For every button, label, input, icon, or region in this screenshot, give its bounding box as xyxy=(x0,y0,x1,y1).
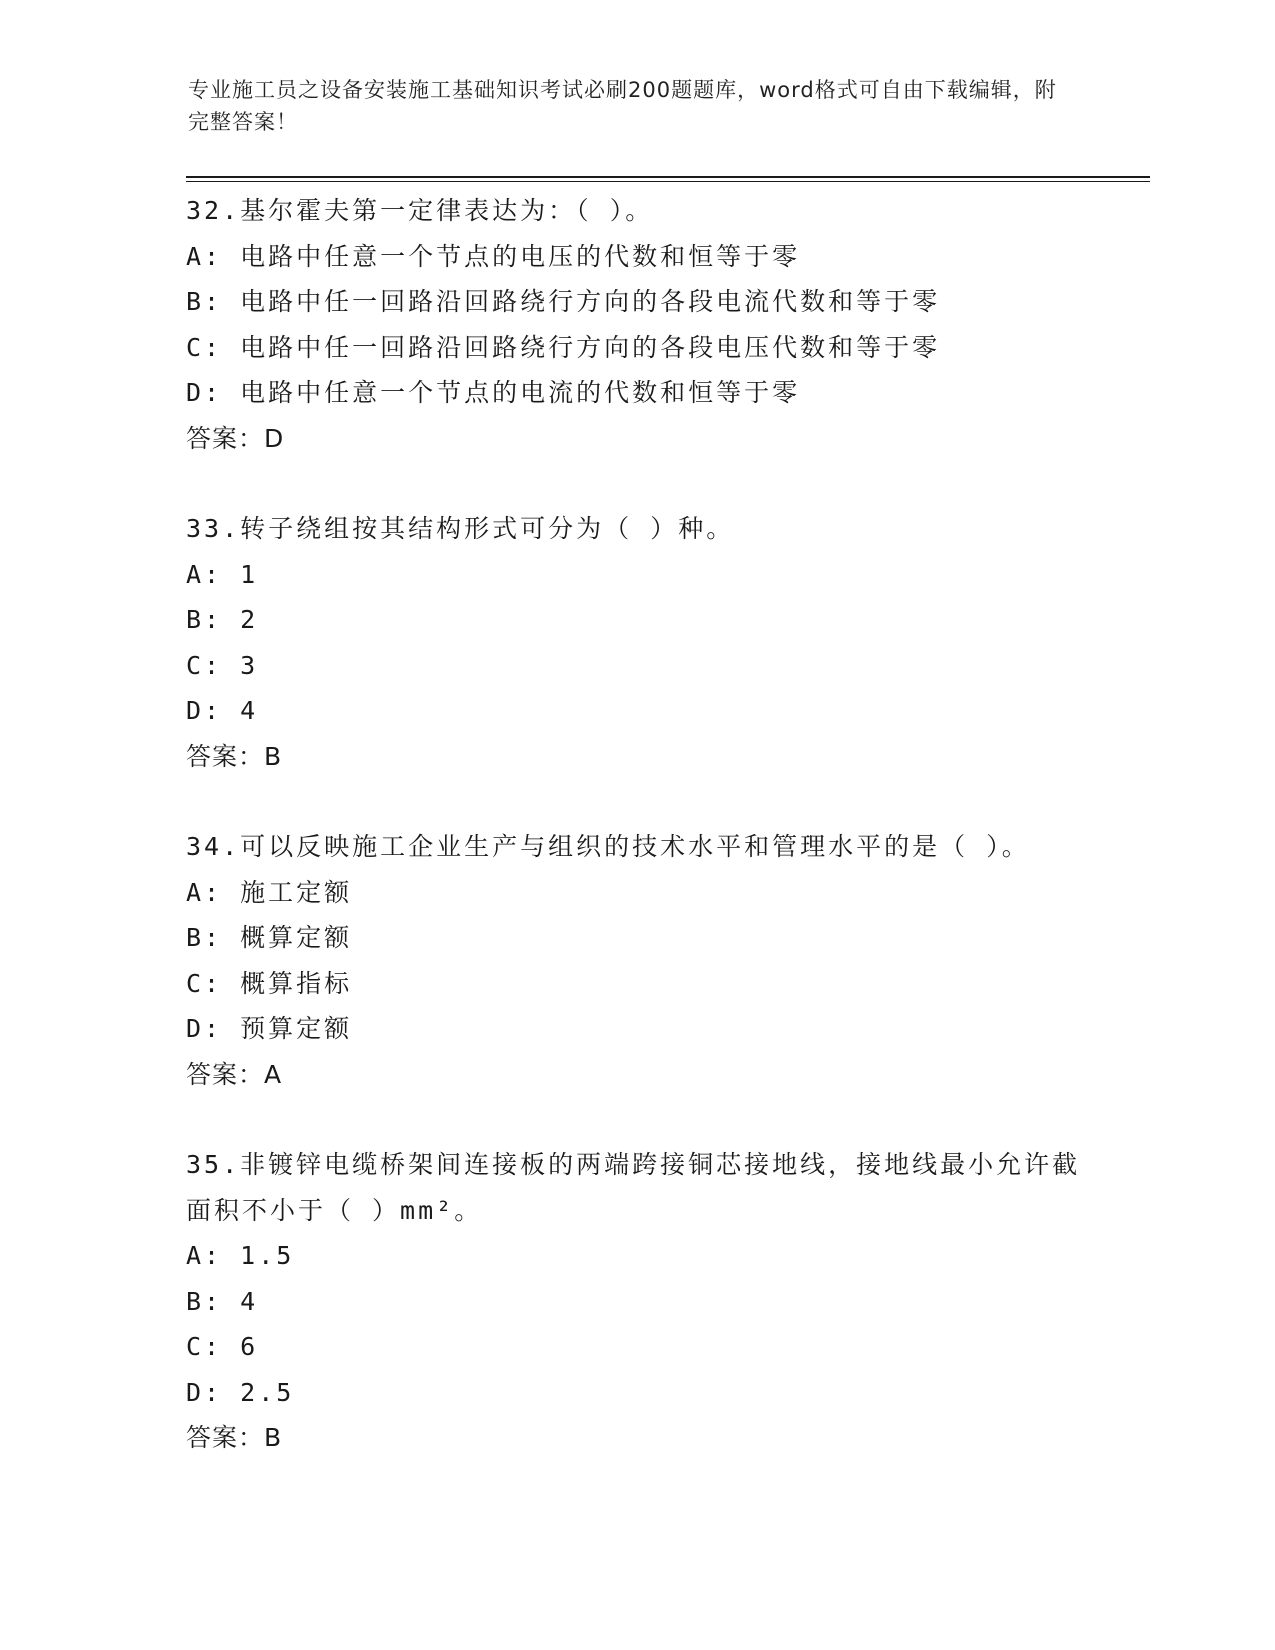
question-stem: 35.非镀锌电缆桥架间连接板的两端跨接铜芯接地线，接地线最小允许截面积不小于（ ）mm²。 xyxy=(186,1150,1081,1225)
option-c: C: 电路中任一回路沿回路绕行方向的各段电压代数和等于零 xyxy=(186,332,941,362)
question-33 xyxy=(186,506,1106,779)
option-b: B: 4 xyxy=(186,1286,259,1316)
header-divider-thin xyxy=(186,181,1150,182)
option-a: A: 1 xyxy=(186,559,259,589)
option-c: C: 概算指标 xyxy=(186,968,353,998)
question-stem: 34.可以反映施工企业生产与组织的技术水平和管理水平的是（ ）。 xyxy=(186,832,1030,861)
document-header: 专业施工员之设备安装施工基础知识考试必刷200题题库，word格式可自由下载编辑，附完整答案！ xyxy=(188,78,1057,134)
option-c: C: 6 xyxy=(186,1332,259,1361)
answer-label: 答案：A xyxy=(186,1059,283,1089)
question-35 xyxy=(186,1142,1106,1461)
question-stem: 32.基尔霍夫第一定律表达为：（ ）。 xyxy=(186,196,654,225)
option-a: A: 施工定额 xyxy=(186,877,353,907)
answer-label: 答案：D xyxy=(186,423,285,453)
question-list xyxy=(186,188,1106,1506)
option-b: B: 电路中任一回路沿回路绕行方向的各段电流代数和等于零 xyxy=(186,287,941,316)
option-d: D: 4 xyxy=(186,696,259,725)
option-d: D: 预算定额 xyxy=(186,1014,353,1043)
option-a: A: 电路中任意一个节点的电压的代数和恒等于零 xyxy=(186,241,801,271)
option-a: A: 1.5 xyxy=(186,1241,295,1270)
answer-label: 答案：B xyxy=(186,741,283,771)
header-divider-thick xyxy=(186,176,1150,178)
question-34 xyxy=(186,824,1106,1097)
option-d: D: 2.5 xyxy=(186,1377,295,1407)
option-c: C: 3 xyxy=(186,650,259,680)
question-stem: 33.转子绕组按其结构形式可分为（ ）种。 xyxy=(186,514,735,543)
option-b: B: 概算定额 xyxy=(186,923,353,952)
option-b: B: 2 xyxy=(186,605,259,634)
question-32 xyxy=(186,188,1106,461)
option-d: D: 电路中任意一个节点的电流的代数和恒等于零 xyxy=(186,378,801,407)
answer-label: 答案：B xyxy=(186,1423,283,1452)
